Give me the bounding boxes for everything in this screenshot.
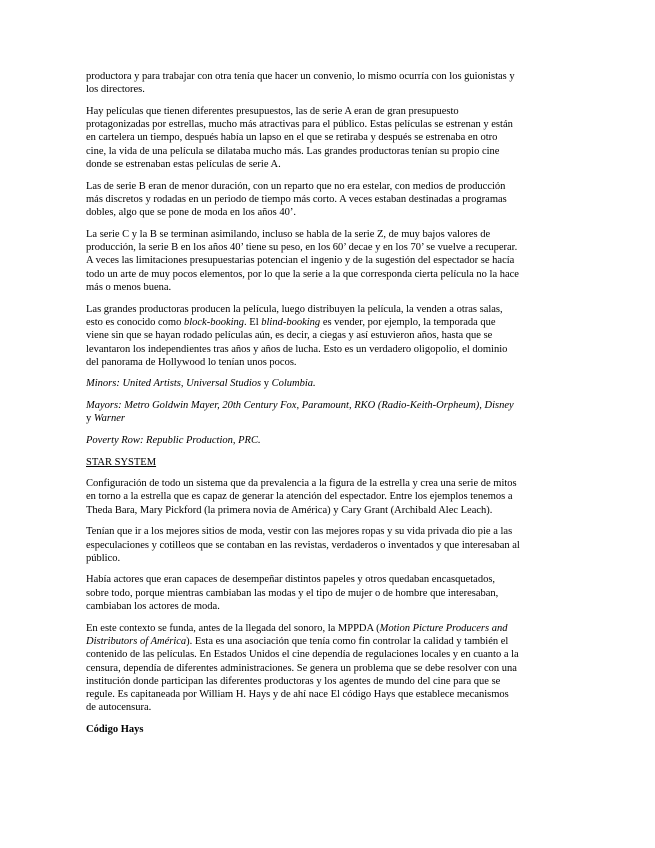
paragraph bbox=[86, 303, 520, 369]
poverty-row-line bbox=[86, 434, 520, 447]
text-run: y bbox=[86, 413, 94, 425]
paragraph: Las de serie B eran de menor duración, con un reparto que no era estelar, con medios de producción más discretos y rodadas en un periodo de tiempo más corto. A veces estaban destinadas a programas dobles, algo que se pone de moda en los años 40’. bbox=[86, 180, 507, 219]
italic-text: Warner bbox=[93, 413, 125, 425]
italic-text: Columbia. bbox=[271, 378, 316, 390]
text-run: ). Esta es una asociación que tenía como fin controlar la calidad y también el contenido de las películas. En Estados Unidos el cine dependía de regulaciones locales y en cuanto a la censura, dependía de diferentes administraciones. Se genera un problema que se debe resolver con una institución donde participan las diferentes productoras y los agentes de mundo del cine para que se regule. Es capitaneada por William H. Hays y de ahí nace El código Hays que establece mecanismos de autocensura. bbox=[86, 635, 519, 714]
document-page bbox=[86, 70, 520, 745]
codigo-hays-heading: Código Hays bbox=[86, 724, 144, 736]
mayors-line bbox=[86, 399, 520, 426]
italic-term: block-booking bbox=[183, 316, 245, 328]
paragraph bbox=[86, 622, 520, 715]
text-run: y bbox=[261, 378, 272, 390]
text-run: es vender, por ejemplo, la temporada que viene sin que se hayan rodado películas aún, es decir, a ciegas y así estuvieron años, hasta que se levantaron los independientes tras años y años de lucha. Esto es un verdadero oligopolio, el dominio del panorama de Hollywood lo tenían unos pocos. bbox=[86, 316, 508, 368]
paragraph: Tenían que ir a los mejores sitios de moda, vestir con las mejores ropas y su vida privada dio pie a las especulaciones y cotilleos que se contaban en las revistas, verdaderos o inventados y que interesaban al público. bbox=[86, 526, 520, 564]
italic-text: Mayors: Metro Goldwin Mayer, 20th Century Fox, Paramount, RKO (Radio-Keith-Orpheum), Disney bbox=[86, 400, 514, 412]
italic-text: Poverty Row: Republic Production, PRC. bbox=[86, 434, 261, 446]
paragraph: Hay películas que tienen diferentes presupuestos, las de serie A eran de gran presupuesto protagonizadas por estrellas, mucho más atractivas para el público. Estas películas se estrenan y están en cartelera un tiempo, después había un lapso en el que se retiraba y después se estrenaba en otro cine, la vida de una película se dilataba mucho más. Las grandes productoras tenían su propio cine donde se estrenaban estas películas de serie A. bbox=[86, 105, 513, 171]
minors-line bbox=[86, 377, 520, 390]
italic-text: Motion Picture Producers and Distributors of América bbox=[86, 622, 508, 647]
italic-term: blind-booking bbox=[261, 316, 321, 328]
paragraph: La serie C y la B se terminan asimilando, incluso se habla de la serie Z, de muy bajos valores de producción, la serie B en los años 40’ tiene su peso, en los 60’ decae y en los 70’ se vuelve a recuperar. A veces las limitaciones presupuestarias potencian el ingenio y de la sugestión del espectador se hacía todo un arte de muy pocos elementos, por lo que la serie a la que corresponda cierta película no la hace más o menos buena. bbox=[86, 228, 519, 294]
paragraph: productora y para trabajar con otra tenía que hacer un convenio, lo mismo ocurría con los guionistas y los directores. bbox=[86, 71, 515, 96]
text-run: . El bbox=[244, 316, 262, 328]
text-run: En este contexto se funda, antes de la llegada del sonoro, la MPPDA ( bbox=[86, 622, 380, 634]
paragraph: Había actores que eran capaces de desempeñar distintos papeles y otros quedaban encasquetados, sobre todo, porque mientras cambiaban las modas y el tipo de mujer o de hombre que interesaban, cambiaban los actores de moda. bbox=[86, 574, 499, 613]
italic-text: Minors: United Artists, Universal Studios bbox=[86, 378, 262, 390]
text-run: Las grandes productoras producen la película, luego distribuyen la película, la venden a otras salas, esto es conocido como bbox=[86, 303, 503, 328]
paragraph: Configuración de todo un sistema que da prevalencia a la figura de la estrella y crea una serie de mitos en torno a la estrella que es capaz de generar la atención del espectador. Entre los ejemplos tenemos a Theda Bara, Mary Pickford (la primera novia de América) y Cary Grant (Archibald Alec Leach). bbox=[86, 478, 517, 516]
star-system-heading: STAR SYSTEM bbox=[86, 456, 157, 468]
